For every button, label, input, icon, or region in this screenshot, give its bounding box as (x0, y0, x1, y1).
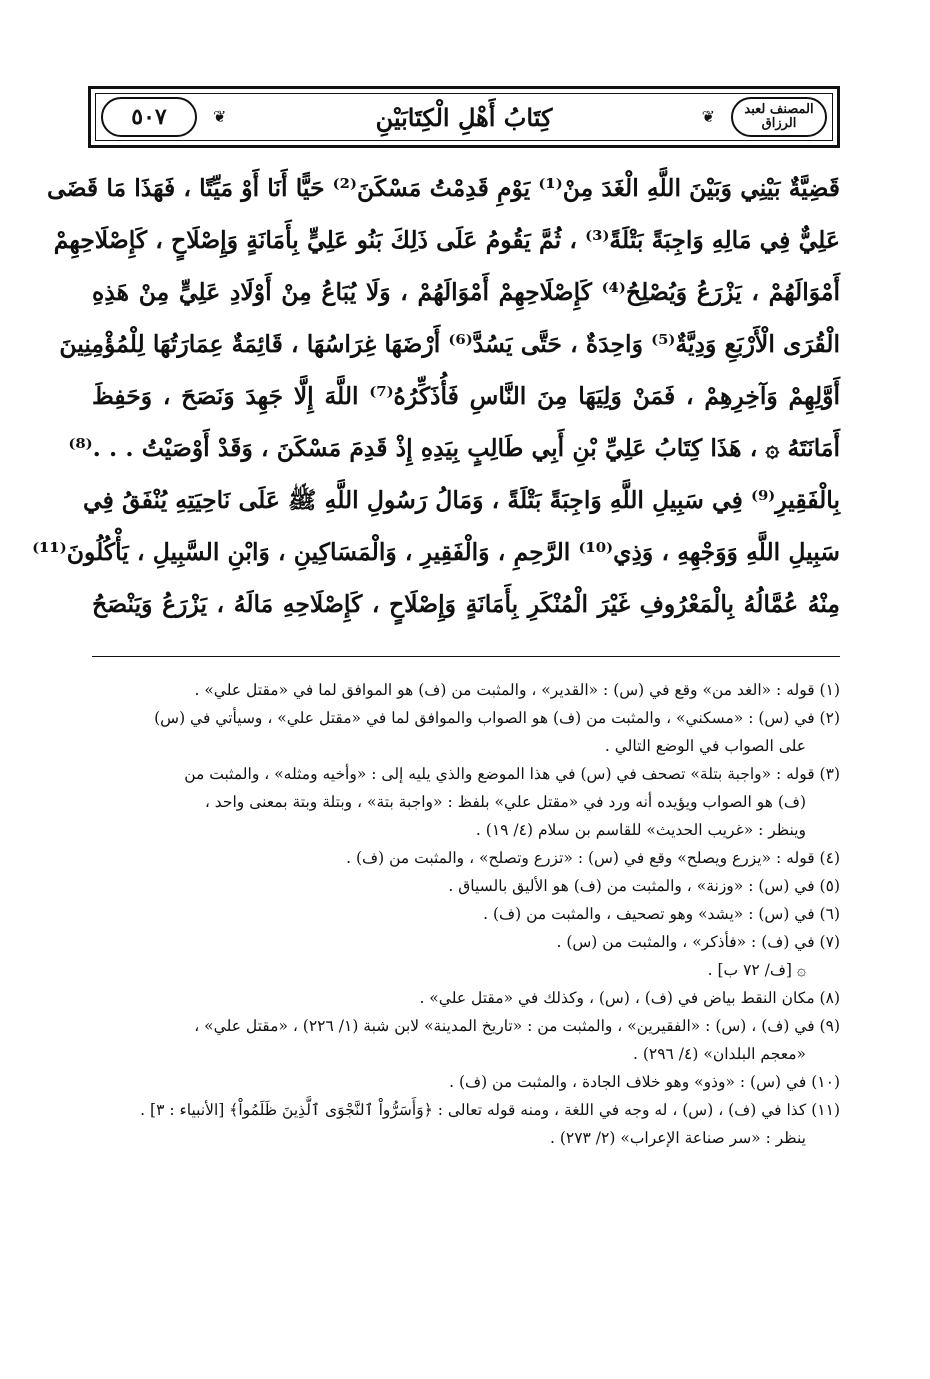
footnote: (٢) في (س) : «مسكني» ، والمثبت من (ف) هو الصواب والموافق لما في «مقتل علي» ، وسيأتي في (س) (154, 709, 840, 727)
page-number-box (101, 97, 197, 137)
text-line: سَبِيلِ اللَّهِ وَوَجْهِهِ ، وَذِي⁽¹⁰⁾ الرَّحِمِ ، وَالْفَقِيرِ ، وَالْمَسَاكِينِ ، وَابْنِ السَّبِيلِ ، يَأْكُلُونَ⁽¹¹⁾ (32, 538, 840, 566)
text-line: قَضِيَّةٌ بَيْنِي وَبَيْنَ اللَّهِ الْغَدَ مِنْ⁽¹⁾ يَوْمِ قَدِمْتُ مَسْكَنَ⁽²⁾ حَيًّا أَنَا أَوْ مَيِّتًا ، فَهَذَا مَا قَضَى (46, 174, 840, 202)
footnote-divider (92, 656, 840, 657)
footnote: (٩) في (ف) ، (س) : «الفقيرين» ، والمثبت من : «تاريخ المدينة» لابن شبة (١/ ٢٢٦) ، «مقتل علي» ، (194, 1017, 840, 1035)
footnote: (١٠) في (س) : «وذو» وهو خلاف الجادة ، والمثبت من (ف) . (449, 1073, 840, 1091)
text-line: أَمَانَتَهُ ۞ ، هَذَا كِتَابُ عَلِيِّ بْنِ أَبِي طَالِبٍ بِيَدِهِ إِذْ قَدِمَ مَسْكَنَ ، وَقَدْ أَوْصَيْتُ . . .⁽⁸⁾ (68, 434, 840, 462)
footnote: (٦) في (س) : «يشد» وهو تصحيف ، والمثبت من (ف) . (483, 905, 840, 923)
footnote: (١١) كذا في (ف) ، (س) ، له وجه في اللغة ، ومنه قوله تعالى : ﴿وَأَسَرُّواْ ٱلنَّجْوَى ٱلَّذِينَ ظَلَمُواْ﴾ [الأنبياء : ٣] . (140, 1101, 840, 1119)
text-line: بِالْفَقِيرِ⁽⁹⁾ فِي سَبِيلِ اللَّهِ وَاجِبَةً بَتْلَةً ، وَمَالُ رَسُولِ اللَّهِ ﷺ عَلَى نَاحِيَتِهِ يُنْفَقُ فِي (82, 486, 840, 514)
folio-marker: ۞ [ف/ ٧٢ ب] . (707, 961, 806, 979)
footnote: (٥) في (س) : «وزنة» ، والمثبت من (ف) هو الأليق بالسياق . (448, 877, 840, 895)
footnote-continuation: «معجم البلدان» (٤/ ٢٩٦) . (632, 1045, 806, 1063)
main-text (32, 162, 841, 630)
text-line: أَوَّلِهِمْ وَآخِرِهِمْ ، فَمَنْ وَلِيَهَا مِنَ النَّاسِ فَأُذَكِّرُهُ⁽⁷⁾ اللَّهَ إِلَّا جَهِدَ وَنَصَحَ ، وَحَفِظَ (92, 382, 841, 410)
footnote: (٧) في (ف) : «فأذكر» ، والمثبت من (س) . (556, 933, 840, 951)
ornament-icon: ❦ (701, 107, 715, 126)
text-line: مِنْهُ عُمَّالُهُ بِالْمَعْرُوفِ غَيْرَ الْمُنْكَرِ بِأَمَانَةٍ وَإِصْلَاحٍ ، كَإِصْلَاحِهِ مَالَهُ ، يَزْرَعُ وَيَنْصَحُ (92, 590, 840, 618)
footnote-continuation: وينظر : «غريب الحديث» للقاسم بن سلام (٤/ ١٩) . (475, 821, 806, 839)
text-line: أَمْوَالَهُمْ ، يَزْرَعُ وَيُصْلِحُ⁽⁴⁾ كَإِصْلَاحِهِمْ أَمْوَالَهُمْ ، وَلَا يُبَاعُ مِنْ أَوْلَادِ عَلِيٍّ مِنْ هَذِهِ (92, 278, 840, 306)
text-line: عَلِيٌّ فِي مَالِهِ وَاجِبَةً بَتْلَةً⁽³⁾ ، ثُمَّ يَقُومُ عَلَى ذَلِكَ بَنُو عَلِيٍّ بِأَمَانَةٍ وَإِصْلَاحٍ ، كَإِصْلَاحِهِمْ (53, 226, 840, 254)
footnotes (92, 676, 840, 1152)
ornament-icon: ❦ (213, 107, 227, 126)
footnote: (٣) قوله : «واجبة بتلة» تصحف في (س) في هذا الموضع والذي يليه إلى : «وأخيه ومثله» ، والمثبت من (184, 765, 840, 783)
footnote: (١) قوله : «الغد من» وقع في (س) : «القدير» ، والمثبت من (ف) هو الموافق لما في «مقتل علي» . (194, 681, 840, 699)
footnote-continuation: على الصواب في الوضع التالي . (604, 737, 806, 755)
footnote: (٤) قوله : «يزرع ويصلح» وقع في (س) : «تزرع وتصلح» ، والمثبت من (ف) . (346, 849, 840, 867)
logo-box (731, 97, 827, 137)
book-title: كِتَابُ أَهْلِ الْكِتَابَيْنِ (375, 102, 553, 132)
footnote-continuation: (ف) هو الصواب ويؤيده أنه ورد في «مقتل علي» بلفظ : «واجبة بتة» ، وبتلة وبتة بمعنى واحد ، (204, 793, 806, 811)
text-line: الْقُرَى الْأَرْبَعِ وَدِيَّةٌ⁽⁵⁾ وَاحِدَةٌ ، حَتَّى يَسُدَّ⁽⁶⁾ أَرْضَهَا غِرَاسُهَا ، قَائِمَةٌ عِمَارَتُهَا لِلْمُؤْمِنِينَ (59, 330, 840, 358)
page-header (88, 86, 840, 148)
footnote: (٨) مكان النقط بياض في (ف) ، (س) ، وكذلك في «مقتل علي» . (419, 989, 840, 1007)
book-logo: المصنف لعبد الرزاق (744, 102, 814, 131)
page-number: ٥٠٧ (131, 104, 167, 130)
footnote-continuation: ينظر : «سر صناعة الإعراب» (٢/ ٢٧٣) . (549, 1129, 806, 1147)
